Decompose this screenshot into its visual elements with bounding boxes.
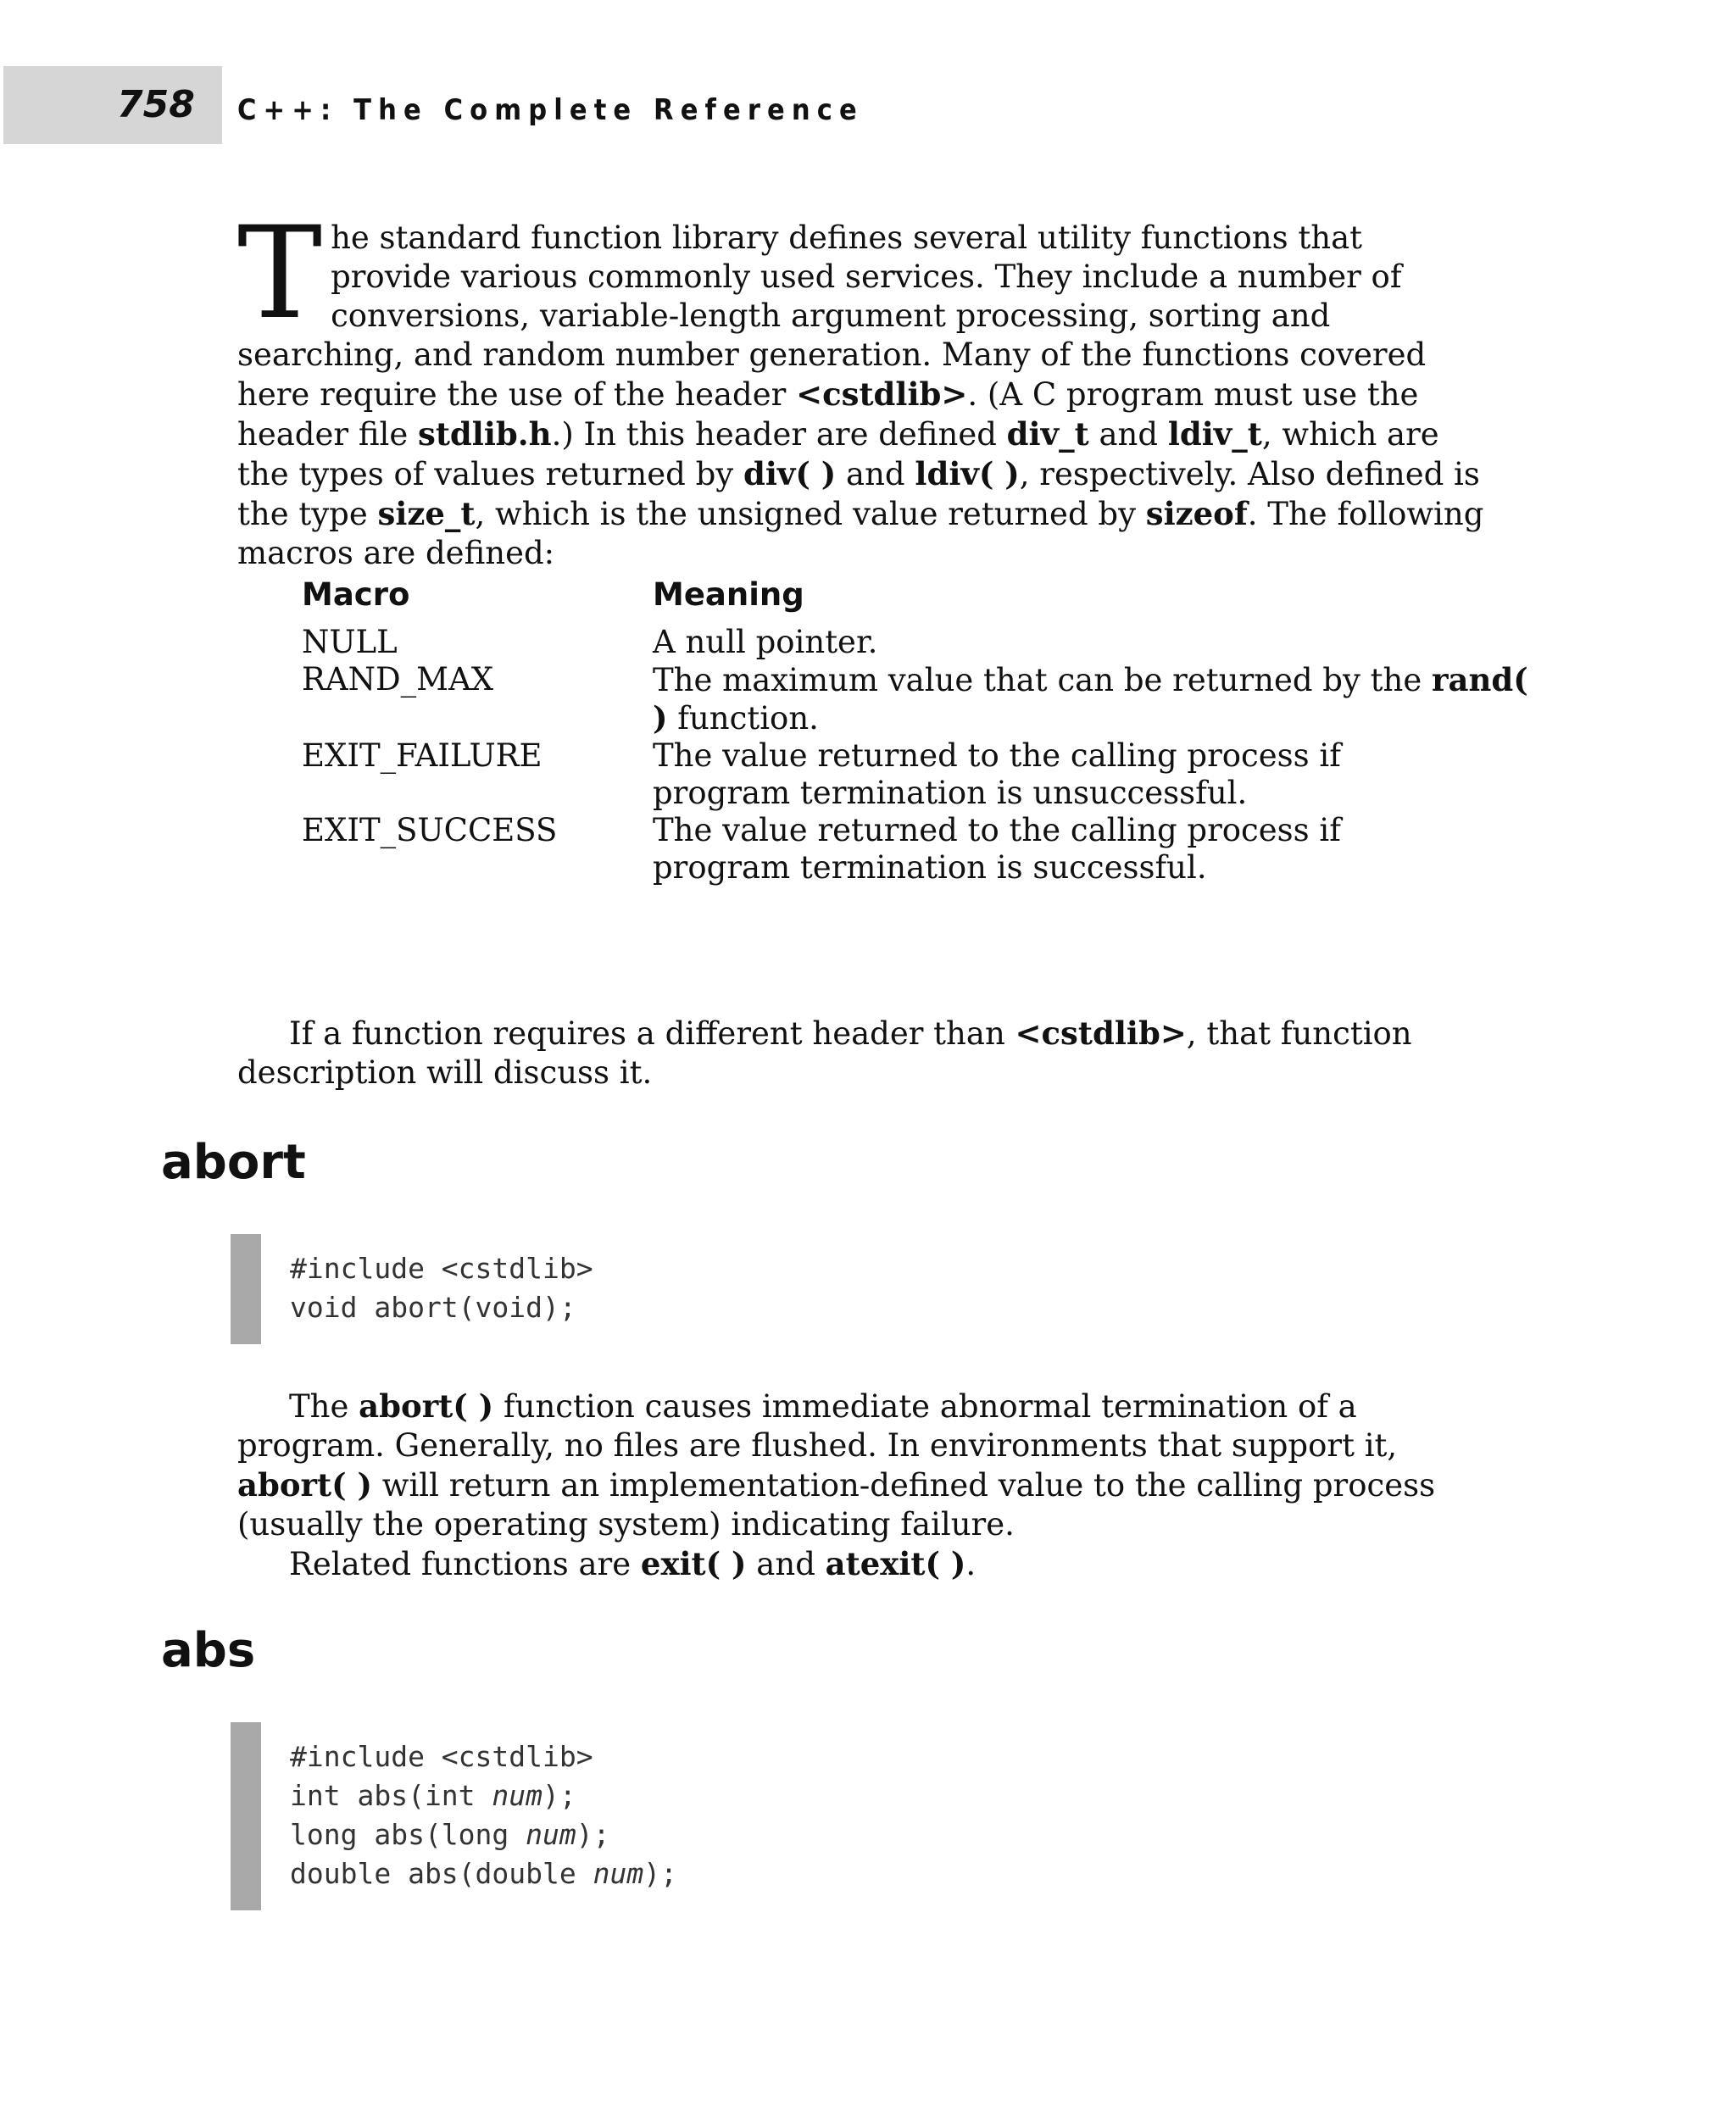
macro-meaning: A null pointer.: [653, 624, 878, 660]
code-bar: [231, 1722, 261, 1910]
intro-text-1: he standard function library defines several utility functions that provide various commonly used services. They include a number of conversions, variable-length argument processing, sorting and searching, and random number generation. Many of the functions covered here require the use of the header: [237, 220, 1427, 413]
code-line: long abs(long num);: [290, 1818, 610, 1851]
code-term: <cstdlib>: [1015, 1015, 1187, 1052]
section-heading-abs: abs: [161, 1623, 256, 1678]
code-bar: [231, 1234, 261, 1344]
code-term: abort( ): [359, 1387, 494, 1425]
code-line: void abort(void);: [290, 1291, 576, 1324]
code-term: abort( ): [237, 1466, 373, 1504]
code-term: atexit( ): [825, 1545, 966, 1582]
code-term: ldiv( ): [915, 455, 1020, 492]
table-row: [302, 661, 1534, 737]
section-heading-abort: abort: [161, 1135, 306, 1190]
intro-text-8: , which is the unsigned value returned by: [475, 496, 1146, 532]
macro-name: EXIT_FAILURE: [302, 737, 542, 774]
table-row: [302, 812, 1534, 887]
page-number: 758: [117, 83, 195, 126]
code-line: #include <cstdlib>: [290, 1252, 593, 1285]
code-term: div( ): [743, 455, 837, 492]
code-term: exit( ): [640, 1545, 747, 1582]
intro-text-5: , which are the types of values returned by: [237, 416, 1439, 492]
intro-text-2: . (A C program must use the header file: [237, 376, 1419, 453]
code-term: size_t: [377, 495, 476, 532]
abort-prototype: [290, 1249, 593, 1327]
table-row: [302, 737, 1534, 812]
code-term: stdlib.h: [418, 415, 552, 453]
column-header: Macro: [302, 576, 410, 613]
macro-name: EXIT_SUCCESS: [302, 812, 558, 848]
macro-meaning: The maximum value that can be returned by the rand( ) function.: [653, 661, 1528, 737]
intro-text-6: and: [836, 456, 915, 492]
abs-prototypes: [290, 1737, 677, 1893]
macro-meaning: The value returned to the calling process if program termination is unsuccessful.: [653, 737, 1341, 811]
macro-name: RAND_MAX: [302, 661, 494, 698]
intro-text-4: and: [1088, 416, 1168, 453]
code-term: div_t: [1006, 415, 1089, 453]
macro-meaning: The value returned to the calling process if program termination is successful.: [653, 812, 1341, 886]
code-term: <cstdlib>: [796, 375, 968, 413]
code-line: double abs(double num);: [290, 1857, 677, 1890]
intro-text-3: .) In this header are defined: [551, 416, 1007, 453]
code-term: sizeof: [1145, 495, 1248, 532]
macro-table: [302, 575, 1534, 887]
abort-description: The abort( ) function causes immediate abnormal termination of a program. Generally, no files are flushed. In environments that support it, abort( ) will return an implementation-defined value to the calling process (usually the operating system) indicating failure. Related functions are exit( ) and atexit( ).: [237, 1387, 1436, 1582]
macro-name: NULL: [302, 624, 398, 660]
table-row: [302, 624, 1534, 661]
code-line: #include <cstdlib>: [290, 1740, 593, 1773]
table-header-row: [302, 575, 1534, 624]
intro-paragraph: [237, 200, 1492, 573]
column-header: Meaning: [653, 576, 804, 613]
intro-text-7: , respectively. Also defined is the type: [237, 456, 1480, 532]
code-term: ldiv_t: [1167, 415, 1262, 453]
intro-text-9: . The following macros are defined:: [237, 496, 1484, 571]
code-line: int abs(int num);: [290, 1779, 576, 1812]
header-note-paragraph: If a function requires a different header than <cstdlib>, that function description will discuss it.: [237, 1015, 1412, 1091]
running-title: C++: The Complete Reference: [237, 93, 864, 127]
drop-cap: T: [237, 200, 323, 347]
